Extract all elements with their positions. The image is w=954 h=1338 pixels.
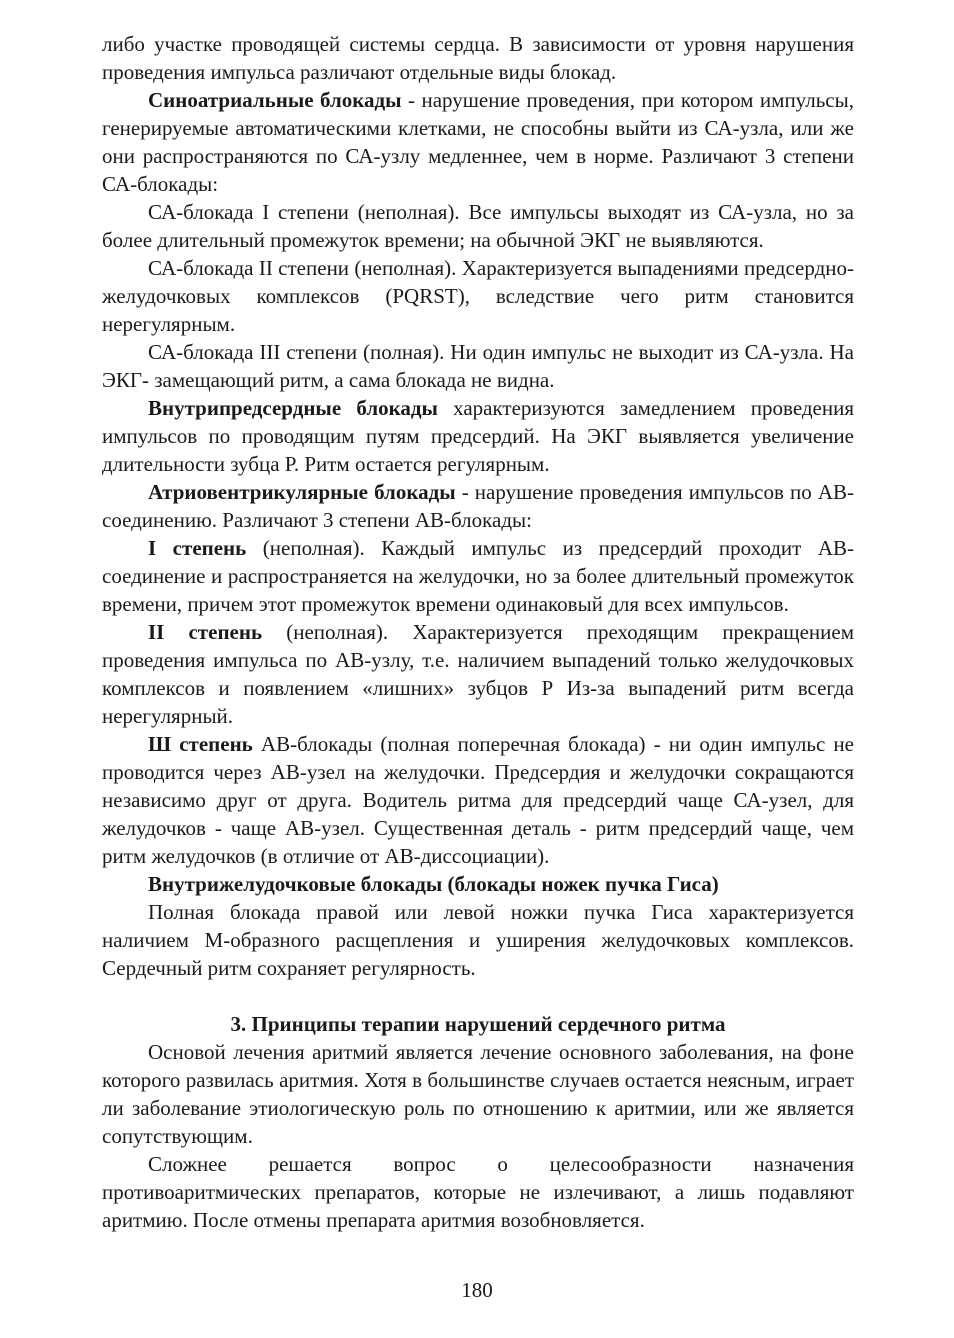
paragraph-sa-degree-3: СА-блокада III степени (полная). Ни один импульс не выходит из СА-узла. На ЭКГ- замещающий ритм, а сама блокада не видна.	[102, 340, 854, 392]
term-intraatrial: Внутрипредсердные блокады	[148, 396, 438, 420]
text-av-degree-3: АВ-блокады (полная поперечная блокада) - ни один импульс не проводится через АВ-узел на желудочки. Предсердия и желудочки сокращаются независимо друг от друга. Водитель ритма для предсердий чаще СА-узел, для желудочков - чаще АВ-узел. Существенная деталь - ритм предсердий чаще, чем ритм желудочков (в отличие от АВ-диссоциации).	[102, 732, 854, 868]
subheading-intraventricular: Внутрижелудочковые блокады (блокады ножек пучка Гиса)	[148, 872, 719, 896]
term-av-degree-3: Ш степень	[148, 732, 253, 756]
paragraph-antiarrhythmic: Сложнее решается вопрос о целесообразности назначения противоаритмических препаратов, которые не излечивают, а лишь подавляют аритмию. После отмены препарата аритмия возобновляется.	[102, 1152, 854, 1232]
paragraph-sa-degree-1: СА-блокада I степени (неполная). Все импульсы выходят из СА-узла, но за более длительный промежуток времени; на обычной ЭКГ не выявляются.	[102, 200, 854, 252]
page-number: 180	[461, 1278, 493, 1302]
section-heading: 3. Принципы терапии нарушений сердечного ритма	[230, 1012, 726, 1036]
term-av-blocks: Атриовентрикулярные блокады	[148, 480, 456, 504]
term-av-degree-2: II степень	[148, 620, 263, 644]
page-body	[102, 30, 854, 1234]
paragraph-av-degree-3	[102, 730, 854, 870]
paragraph-intraatrial	[102, 394, 854, 478]
term-av-degree-1: I степень	[148, 536, 247, 560]
text-intraatrial: характеризуются замедлением проведения импульсов по проводящим путям предсердий. На ЭКГ выявляется увеличение длительности зубца Р. Ритм остается регулярным.	[102, 396, 854, 476]
text-av-degree-2: (неполная). Характеризуется преходящим прекращением проведения импульса по АВ-узлу, т.е. наличием выпадений только желудочковых комплексов и появлением «лишних» зубцов Р Из-за выпадений ритм всегда нерегулярный.	[102, 620, 854, 728]
paragraph-sa-degree-2: СА-блокада II степени (неполная). Характеризуется выпадениями предсердно-желудочковых комплексов (PQRST), вследствие чего ритм становится нерегулярным.	[102, 256, 854, 336]
paragraph-av-blocks	[102, 478, 854, 534]
paragraph-sa-blocks	[102, 86, 854, 198]
paragraph-av-degree-2	[102, 618, 854, 730]
paragraph-av-degree-1	[102, 534, 854, 618]
term-sa-blocks: Синоатриальные блокады	[148, 88, 402, 112]
text-av-blocks: - нарушение проведения импульсов по АВ-соединению. Различают 3 степени АВ-блокады:	[102, 480, 854, 532]
paragraph-therapy-basis: Основой лечения аритмий является лечение основного заболевания, на фоне которого развилась аритмия. Хотя в большинстве случаев остается неясным, играет ли заболевание этиологическую роль по отношению к аритмии, или же является сопутствующим.	[102, 1040, 854, 1148]
text-av-degree-1: (неполная). Каждый импульс из предсердий проходит АВ-соединение и распространяется на желудочки, но за более длительный промежуток времени, причем этот промежуток времени одинаковый для всех импульсов.	[102, 536, 854, 616]
text-sa-blocks: - нарушение проведения, при котором импульсы, генерируемые автоматическими клетками, не способны выйти из СА-узла, или же они распространяются по СА-узлу медленнее, чем в норме. Различают 3 степени СА-блокады:	[102, 88, 854, 196]
paragraph-bundle-branch: Полная блокада правой или левой ножки пучка Гиса характеризуется наличием М-образного расщепления и уширения желудочковых комплексов. Сердечный ритм сохраняет регулярность.	[102, 900, 854, 980]
paragraph-intro: либо участке проводящей системы сердца. В зависимости от уровня нарушения проведения импульса различают отдельные виды блокад.	[102, 32, 854, 84]
